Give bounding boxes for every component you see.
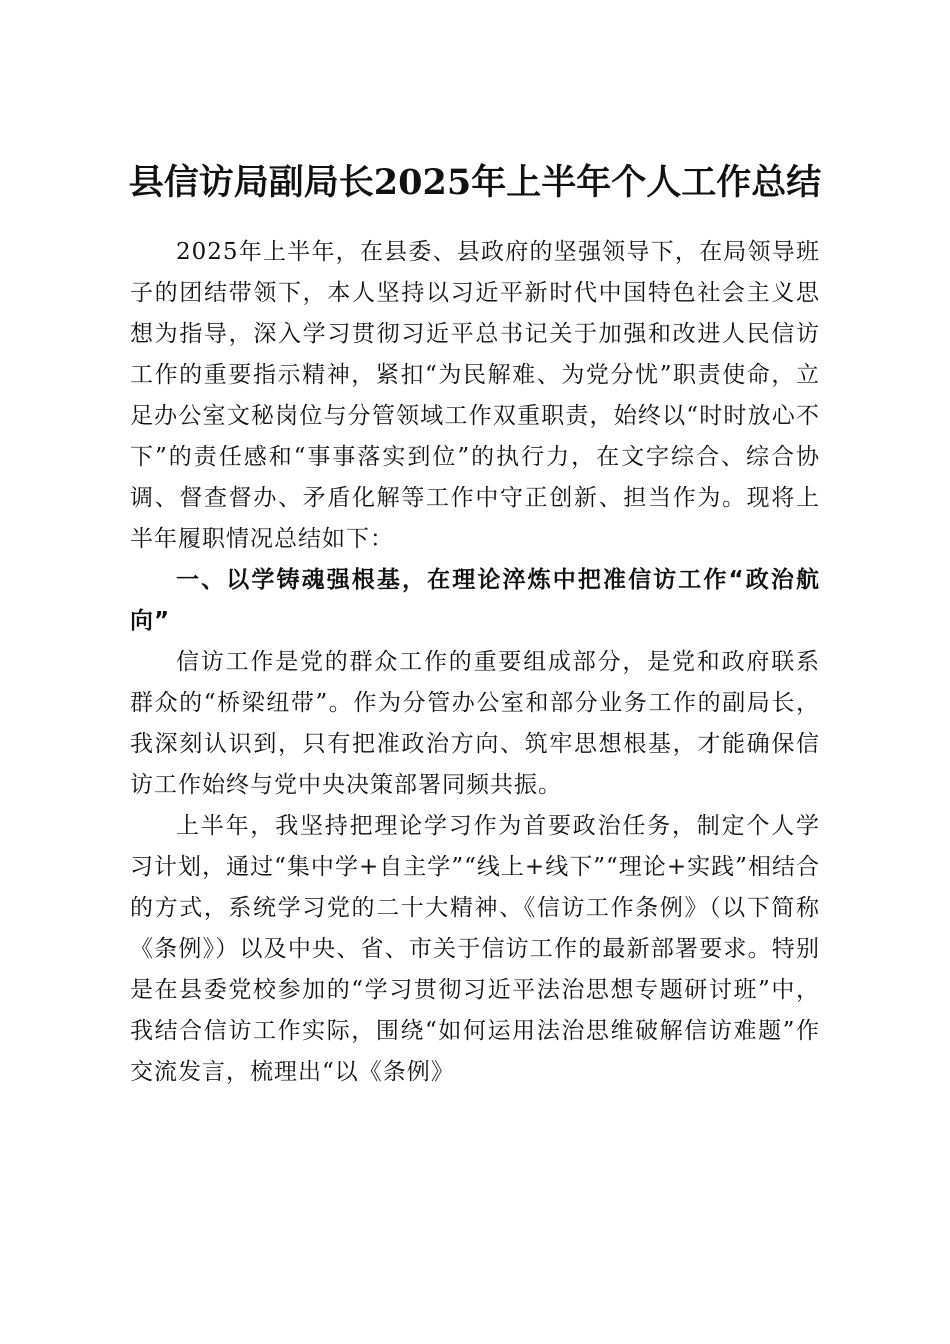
body-paragraph: 信访工作是党的群众工作的重要组成部分，是党和政府联系群众的“桥梁纽带”。作为分管办公室和部分业务工作的副局长，我深刻认识到，只有把准政治方向、筑牢思想根基，才能确保信访工作始终与党中央决策部署同频共振。 — [130, 649, 820, 798]
body-paragraph: 上半年，我坚持把理论学习作为首要政治任务，制定个人学习计划，通过“集中学+自主学”“线上+线下”“理论+实践”相结合的方式，系统学习党的二十大精神、《信访工作条例》（以下简称《条例》）以及中央、省、市关于信访工作的最新部署要求。特别是在县委党校参加的“学习贯彻习近平法治思想专题研讨班”中，我结合信访工作实际，围绕“如何运用法治思维破解信访难题”作交流发言，梳理出“以《条例》 — [130, 813, 820, 1085]
document-body — [130, 232, 820, 1093]
intro-paragraph: 2025年上半年，在县委、县政府的坚强领导下，在局领导班子的团结带领下，本人坚持以习近平新时代中国特色社会主义思想为指导，深入学习贯彻习近平总书记关于加强和改进人民信访工作的重要指示精神，紧扣“为民解难、为党分忧”职责使命，立足办公室文秘岗位与分管领域工作双重职责，始终以“时时放心不下”的责任感和“事事落实到位”的执行力，在文字综合、综合协调、督查督办、矛盾化解等工作中守正创新、担当作为。现将上半年履职情况总结如下： — [130, 239, 820, 552]
document-title: 县信访局副局长2025年上半年个人工作总结 — [128, 162, 822, 204]
section-heading-1: 一、以学铸魂强根基，在理论淬炼中把准信访工作“政治航向” — [130, 567, 820, 634]
